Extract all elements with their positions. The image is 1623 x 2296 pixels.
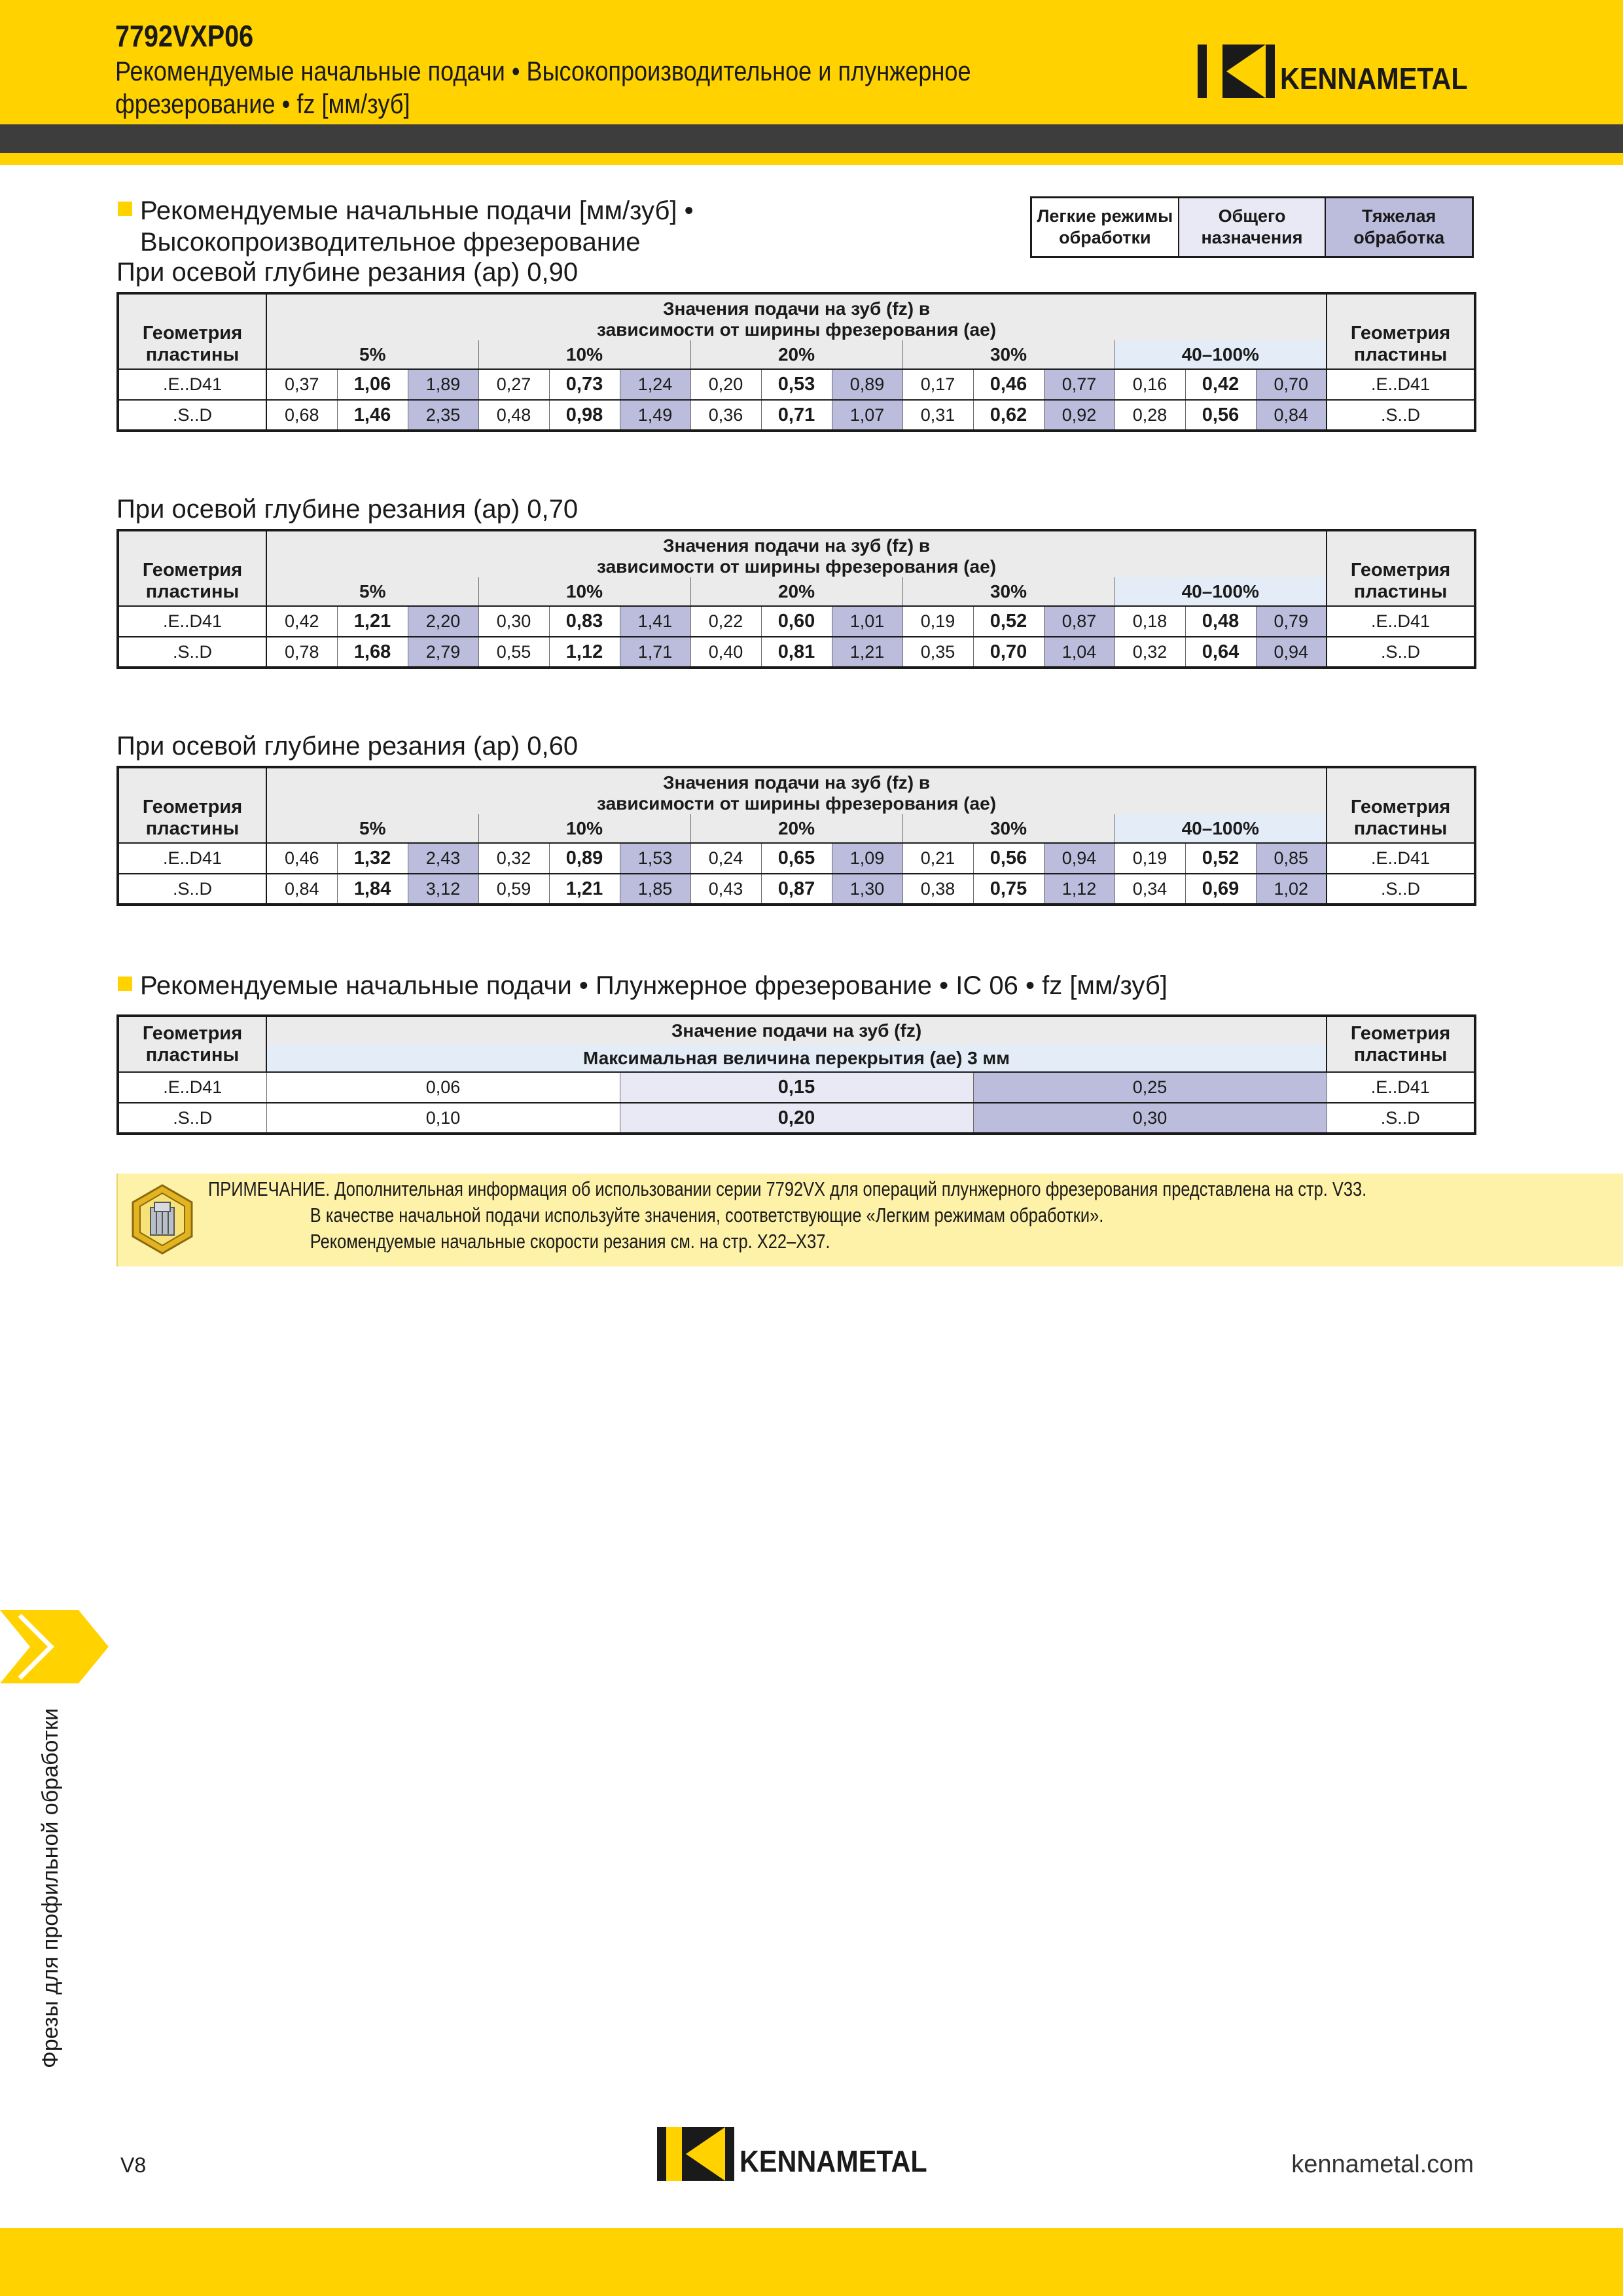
value-general: 0,48 (1185, 606, 1256, 637)
value-light: 0,43 (690, 874, 761, 905)
ae-percent-header: 20% (690, 340, 902, 369)
ae-percent-header: 20% (690, 577, 902, 606)
value-general: 0,71 (761, 400, 832, 431)
ae-percent-header: 5% (266, 814, 478, 843)
note-text (208, 1176, 1442, 1255)
kennametal-k-icon (657, 2127, 734, 2181)
ae-percent-header: 40–100% (1115, 577, 1327, 606)
table-heading: При осевой глубине резания (ap) 0,90 (116, 258, 579, 287)
subtitle-line-2: фрезерование • fz [мм/зуб] (115, 88, 410, 119)
ae-percent-header: 30% (902, 577, 1115, 606)
value-light: 0,22 (690, 606, 761, 637)
value-light: 0,28 (1115, 400, 1185, 431)
value-heavy: 1,09 (832, 843, 902, 874)
page-subtitle (115, 55, 1128, 120)
geometry-cell: .E..D41 (118, 843, 266, 874)
value-heavy: 1,41 (620, 606, 690, 637)
value-heavy: 0,84 (1256, 400, 1327, 431)
value-heavy: 1,49 (620, 400, 690, 431)
feed-table (116, 292, 1476, 432)
value-light: 0,30 (478, 606, 549, 637)
geometry-cell: .S..D (1327, 874, 1475, 905)
ae-percent-header: 40–100% (1115, 340, 1327, 369)
section-heading-plunge (118, 970, 1168, 1001)
note-line-2: В качестве начальной подачи используйте значения, соответствующие «Легким режимам обработки». (310, 1204, 1104, 1227)
value-light: 0,32 (478, 843, 549, 874)
geometry-cell: .E..D41 (1327, 369, 1475, 400)
logo-wordmark: KENNAMETAL (740, 2144, 927, 2178)
ae-percent-header: 5% (266, 340, 478, 369)
value-light: 0,42 (266, 606, 337, 637)
section-heading-line-2: Высокопроизводительное фрезерование (140, 228, 641, 257)
geometry-cell: .S..D (118, 874, 266, 905)
value-light: 0,32 (1115, 637, 1185, 668)
website-link[interactable]: kennametal.com (1291, 2151, 1474, 2178)
value-light: 0,31 (902, 400, 973, 431)
value-light: 0,40 (690, 637, 761, 668)
value-general: 1,21 (549, 874, 620, 905)
kennametal-logo (1198, 45, 1489, 98)
value-light: 0,18 (1115, 606, 1185, 637)
header-geometry-right: Геометрия пластины (1327, 767, 1475, 843)
feed-title-line-2: зависимости от ширины фрезерования (ae) (597, 319, 997, 340)
value-general: 0,46 (973, 369, 1044, 400)
kennametal-k-icon (1198, 45, 1275, 98)
ae-percent-header: 5% (266, 577, 478, 606)
geometry-cell: .E..D41 (1327, 606, 1475, 637)
feed-title (266, 767, 1327, 814)
value-general: 0,53 (761, 369, 832, 400)
tool-note-icon (126, 1183, 199, 1256)
feed-title-line-1: Значения подачи на зуб (fz) в (663, 772, 931, 793)
page-header (0, 0, 1623, 124)
value-general: 0,87 (761, 874, 832, 905)
value-heavy: 0,89 (832, 369, 902, 400)
value-general: 1,84 (337, 874, 408, 905)
feed-table (116, 766, 1476, 906)
geometry-cell: .E..D41 (1327, 1072, 1475, 1103)
value-heavy: 1,24 (620, 369, 690, 400)
value-heavy: 1,85 (620, 874, 690, 905)
value-heavy: 0,77 (1044, 369, 1115, 400)
ae-percent-header: 10% (478, 340, 690, 369)
value-heavy: 2,35 (408, 400, 478, 431)
plunge-subtitle: Максимальная величина перекрытия (ae) 3 мм (266, 1045, 1327, 1072)
value-general: 1,32 (337, 843, 408, 874)
legend-heavy: Тяжелая обработка (1325, 198, 1472, 256)
side-tab-chevron-icon (0, 1610, 111, 1683)
table-heading: При осевой глубине резания (ap) 0,60 (116, 732, 579, 761)
value-light: 0,78 (266, 637, 337, 668)
value-heavy: 0,25 (973, 1072, 1327, 1103)
value-heavy: 3,12 (408, 874, 478, 905)
value-light: 0,68 (266, 400, 337, 431)
geometry-cell: .S..D (1327, 400, 1475, 431)
value-general: 0,62 (973, 400, 1044, 431)
value-general: 0,98 (549, 400, 620, 431)
value-heavy: 0,87 (1044, 606, 1115, 637)
geometry-cell: .E..D41 (118, 1072, 266, 1103)
value-heavy: 0,30 (973, 1103, 1327, 1134)
page-number: V8 (120, 2153, 147, 2177)
geometry-cell: .S..D (118, 1103, 266, 1134)
value-heavy: 1,07 (832, 400, 902, 431)
value-heavy: 1,71 (620, 637, 690, 668)
value-general: 0,64 (1185, 637, 1256, 668)
feed-table (116, 529, 1476, 669)
value-general: 0,83 (549, 606, 620, 637)
value-light: 0,38 (902, 874, 973, 905)
plunge-heading: Рекомендуемые начальные подачи • Плунжерное фрезерование • IC 06 • fz [мм/зуб] (140, 971, 1168, 1000)
geometry-cell: .S..D (118, 400, 266, 431)
legend-light: Легкие режимы обработки (1032, 198, 1178, 256)
value-light: 0,36 (690, 400, 761, 431)
value-heavy: 1,01 (832, 606, 902, 637)
feed-title (266, 530, 1327, 577)
value-light: 0,27 (478, 369, 549, 400)
value-heavy: 1,12 (1044, 874, 1115, 905)
header-geometry-right: Геометрия пластины (1327, 530, 1475, 606)
subtitle-line-1: Рекомендуемые начальные подачи • Высокопроизводительное и плунжерное (115, 56, 971, 86)
value-heavy: 2,43 (408, 843, 478, 874)
value-general: 0,56 (973, 843, 1044, 874)
value-light: 0,24 (690, 843, 761, 874)
geometry-cell: .E..D41 (118, 369, 266, 400)
value-general: 0,15 (620, 1072, 973, 1103)
value-heavy: 0,94 (1044, 843, 1115, 874)
value-general: 0,56 (1185, 400, 1256, 431)
plunge-title: Значение подачи на зуб (fz) (266, 1016, 1327, 1045)
header-geometry-left: Геометрия пластины (118, 1016, 266, 1072)
product-code: 7792VXP06 (115, 19, 254, 53)
value-light: 0,35 (902, 637, 973, 668)
header-yellow-stripe (0, 153, 1623, 165)
footer-yellow-bar (0, 2228, 1623, 2296)
value-general: 0,52 (973, 606, 1044, 637)
value-heavy: 2,20 (408, 606, 478, 637)
ae-percent-header: 30% (902, 814, 1115, 843)
header-geometry-left: Геометрия пластины (118, 530, 266, 606)
geometry-cell: .S..D (1327, 637, 1475, 668)
feed-title-line-1: Значения подачи на зуб (fz) в (663, 535, 931, 556)
yellow-square-icon (118, 977, 132, 991)
value-light: 0,37 (266, 369, 337, 400)
ae-percent-header: 20% (690, 814, 902, 843)
note-line-3: Рекомендуемые начальные скорости резания см. на стр. X22–X37. (310, 1230, 830, 1253)
feed-title (266, 293, 1327, 340)
header-geometry-right: Геометрия пластины (1327, 293, 1475, 369)
value-general: 0,52 (1185, 843, 1256, 874)
value-general: 1,06 (337, 369, 408, 400)
geometry-cell: .E..D41 (118, 606, 266, 637)
value-general: 0,65 (761, 843, 832, 874)
ae-percent-header: 10% (478, 814, 690, 843)
side-tab-label: Фрезы для профильной обработки (38, 1708, 63, 2068)
table-heading: При осевой глубине резания (ap) 0,70 (116, 495, 579, 524)
value-light: 0,17 (902, 369, 973, 400)
value-light: 0,20 (690, 369, 761, 400)
feed-title-line-2: зависимости от ширины фрезерования (ae) (597, 556, 997, 577)
value-light: 0,46 (266, 843, 337, 874)
kennametal-logo-footer (657, 2127, 948, 2181)
header-dark-stripe (0, 124, 1623, 153)
value-general: 1,12 (549, 637, 620, 668)
value-heavy: 0,79 (1256, 606, 1327, 637)
value-heavy: 1,04 (1044, 637, 1115, 668)
value-heavy: 1,89 (408, 369, 478, 400)
note-line-1: ПРИМЕЧАНИЕ. Дополнительная информация об использовании серии 7792VX для операций плунжерного фрезерования представлена на стр. V33. (208, 1177, 1367, 1200)
header-geometry-left: Геометрия пластины (118, 293, 266, 369)
header-geometry-left: Геометрия пластины (118, 767, 266, 843)
legend-general: Общего назначения (1178, 198, 1325, 256)
ae-percent-header: 40–100% (1115, 814, 1327, 843)
value-heavy: 1,30 (832, 874, 902, 905)
value-heavy: 1,02 (1256, 874, 1327, 905)
value-heavy: 0,70 (1256, 369, 1327, 400)
geometry-cell: .E..D41 (1327, 843, 1475, 874)
value-light: 0,16 (1115, 369, 1185, 400)
feed-title-line-2: зависимости от ширины фрезерования (ae) (597, 793, 997, 814)
value-general: 0,20 (620, 1103, 973, 1134)
section-heading-hpm (118, 195, 694, 258)
value-general: 0,75 (973, 874, 1044, 905)
value-heavy: 1,53 (620, 843, 690, 874)
ae-percent-header: 30% (902, 340, 1115, 369)
section-heading-line-1: Рекомендуемые начальные подачи [мм/зуб] • (140, 196, 694, 225)
value-general: 0,81 (761, 637, 832, 668)
ae-percent-header: 10% (478, 577, 690, 606)
feed-title-line-1: Значения подачи на зуб (fz) в (663, 298, 931, 319)
operation-legend (1030, 196, 1474, 258)
value-light: 0,19 (902, 606, 973, 637)
note-box (116, 1174, 1623, 1266)
value-light: 0,84 (266, 874, 337, 905)
logo-wordmark: KENNAMETAL (1280, 62, 1468, 96)
value-general: 0,89 (549, 843, 620, 874)
value-heavy: 0,85 (1256, 843, 1327, 874)
value-light: 0,21 (902, 843, 973, 874)
value-general: 1,46 (337, 400, 408, 431)
value-heavy: 2,79 (408, 637, 478, 668)
value-light: 0,34 (1115, 874, 1185, 905)
value-heavy: 0,92 (1044, 400, 1115, 431)
geometry-cell: .S..D (118, 637, 266, 668)
value-light: 0,48 (478, 400, 549, 431)
value-light: 0,59 (478, 874, 549, 905)
value-general: 0,73 (549, 369, 620, 400)
geometry-cell: .S..D (1327, 1103, 1475, 1134)
value-light: 0,55 (478, 637, 549, 668)
value-light: 0,19 (1115, 843, 1185, 874)
value-general: 0,69 (1185, 874, 1256, 905)
value-light: 0,10 (266, 1103, 620, 1134)
value-general: 0,70 (973, 637, 1044, 668)
value-general: 1,68 (337, 637, 408, 668)
plunge-table (116, 1014, 1476, 1135)
header-geometry-right: Геометрия пластины (1327, 1016, 1475, 1072)
value-heavy: 1,21 (832, 637, 902, 668)
value-general: 0,60 (761, 606, 832, 637)
value-light: 0,06 (266, 1072, 620, 1103)
value-general: 1,21 (337, 606, 408, 637)
value-general: 0,42 (1185, 369, 1256, 400)
yellow-square-icon (118, 202, 132, 216)
value-heavy: 0,94 (1256, 637, 1327, 668)
